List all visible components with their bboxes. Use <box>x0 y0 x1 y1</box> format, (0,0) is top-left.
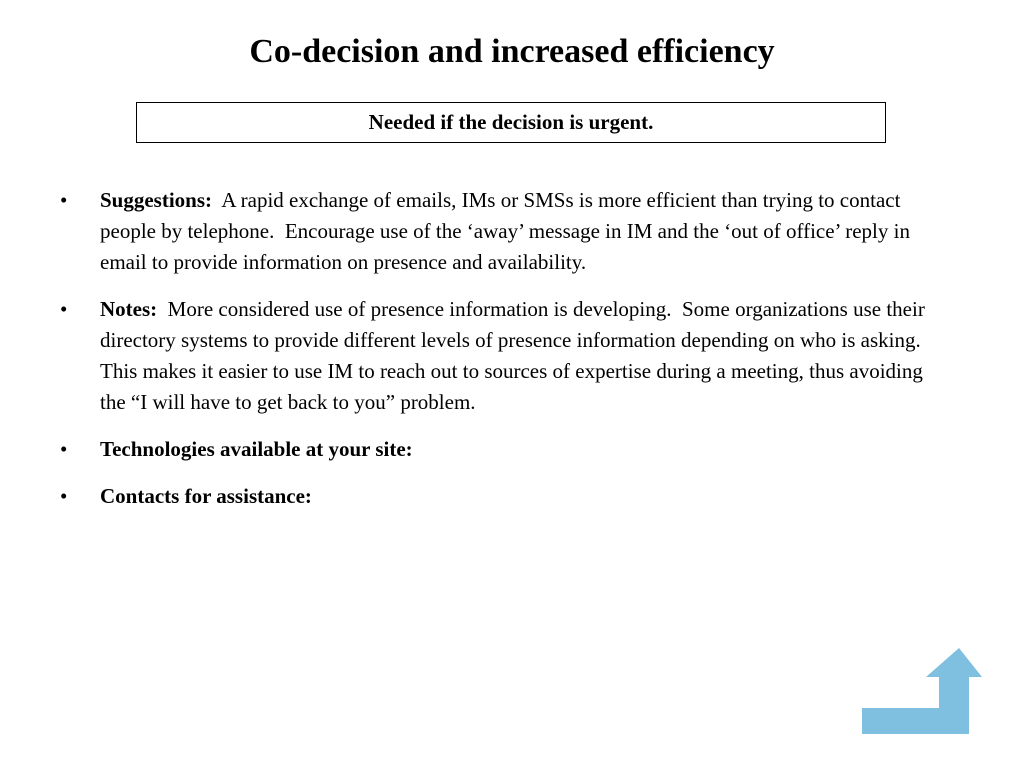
slide-title: Co-decision and increased efficiency <box>249 33 775 70</box>
bullet-lead-technologies: Technologies available at your site: <box>100 437 413 461</box>
bullet-marker: • <box>60 297 68 321</box>
bullet-marker: • <box>60 188 68 212</box>
return-arrow-shape[interactable] <box>862 648 982 734</box>
bullet-marker: • <box>60 484 68 508</box>
bullet-item-technologies <box>60 434 940 465</box>
urgency-callout-box: Needed if the decision is urgent. <box>136 102 886 143</box>
bullet-lead-notes: Notes: <box>100 297 158 321</box>
bullet-lead-suggestions: Suggestions: <box>100 188 213 212</box>
return-arrow-icon[interactable] <box>860 646 984 736</box>
bullet-item-notes <box>60 294 940 418</box>
bullet-item-suggestions <box>60 185 940 278</box>
bullet-marker: • <box>60 437 68 461</box>
bullet-body-notes: More considered use of presence information is developing. Some organizations use their directory systems to provide different levels of presence information depending on who is asking. This makes it easier to use IM to reach out to sources of expertise during a meeting, thus avoiding the “I will have to get back to you” problem. <box>100 297 931 414</box>
bullet-lead-contacts: Contacts for assistance: <box>100 484 312 508</box>
bullet-item-contacts <box>60 481 940 512</box>
bullet-body-suggestions: A rapid exchange of emails, IMs or SMSs is more efficient than trying to contact people by telephone. Encourage use of the ‘away’ message in IM and the ‘out of office’ reply in email to provide information on presence and availability. <box>100 188 916 274</box>
bullet-list <box>60 185 940 528</box>
